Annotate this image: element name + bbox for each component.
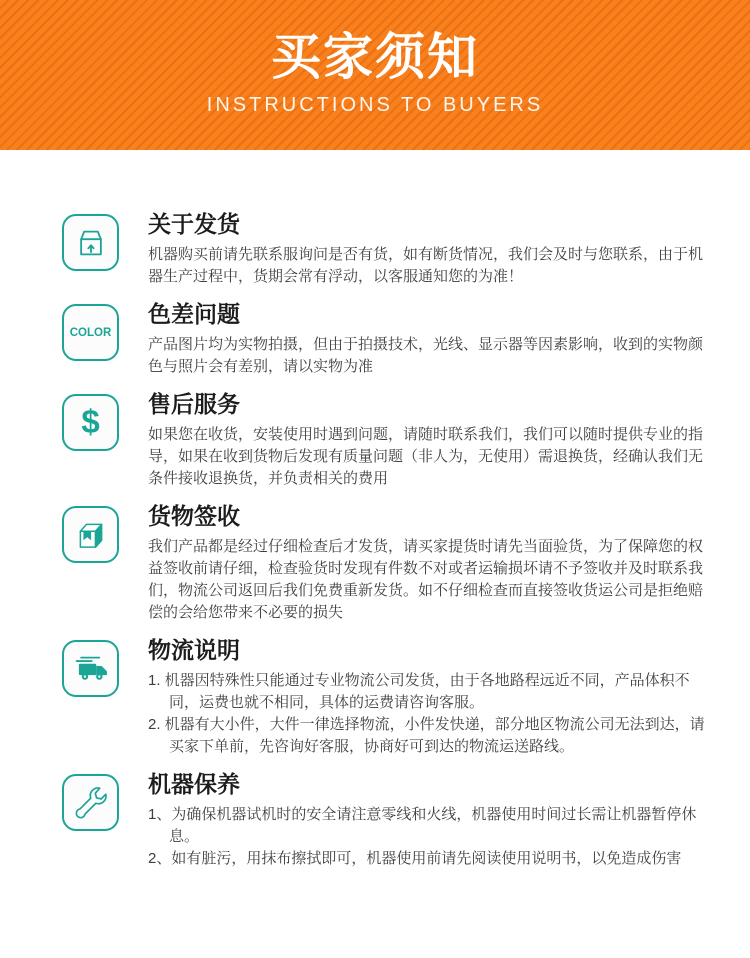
section-title: 物流说明 xyxy=(148,637,240,663)
dollar-icon xyxy=(62,394,119,451)
truck-icon xyxy=(62,640,119,697)
dollar-icon-label: $ xyxy=(81,402,100,440)
section-goods-receipt xyxy=(62,502,706,624)
section-logistics xyxy=(62,636,706,758)
color-icon-label: COLOR xyxy=(69,326,112,339)
section-title: 货物签收 xyxy=(148,503,240,529)
section-title: 色差问题 xyxy=(148,301,240,327)
cube-icon xyxy=(62,506,119,563)
header-banner xyxy=(0,0,750,150)
section-maintenance xyxy=(62,770,706,870)
section-body: 产品图片均为实物拍摄，但由于拍摄技术，光线、显示器等因素影响，收到的实物颜色与照片会有差别，请以实物为准 xyxy=(148,336,704,375)
section-shipping xyxy=(62,210,706,288)
section-title: 机器保养 xyxy=(148,771,240,797)
section-body: 我们产品都是经过仔细检查后才发货，请买家提货时请先当面验货，为了保障您的权益签收前请仔细，检查验货时发现有件数不对或者运输损坏请不予签收并及时联系我们，物流公司返回后我们免费重新发货。如不仔细检查而直接签收货运公司是拒绝赔偿的会给您带来不必要的损失 xyxy=(148,538,704,621)
list-item: 1、为确保机器试机时的安全请注意零线和火线，机器使用时间过长需让机器暂停休息。 xyxy=(148,806,697,845)
section-color-difference xyxy=(62,300,706,378)
section-body: 机器购买前请先联系服询问是否有货，如有断货情况，我们会及时与您联系，由于机器生产过程中，货期会常有浮动，以客服通知您的为准！ xyxy=(148,246,704,285)
section-after-sales xyxy=(62,390,706,490)
list-item: 1. 机器因特殊性只能通过专业物流公司发货，由于各地路程远近不同，产品体积不同，运费也就不相同，具体的运费请咨询客服。 xyxy=(148,672,690,711)
color-swatch-icon xyxy=(62,304,119,361)
section-title: 售后服务 xyxy=(148,391,240,417)
section-body: 如果您在收货，安装使用时遇到问题，请随时联系我们，我们可以随时提供专业的指导，如果在收到货物后发现有质量问题（非人为，无使用）需退换货，经确认我们无条件接收退换货，并负责相关的费用 xyxy=(148,426,704,487)
list-item: 2、如有脏污，用抹布擦拭即可，机器使用前请先阅读使用说明书，以免造成伤害 xyxy=(148,850,682,867)
package-icon xyxy=(62,214,119,271)
page-title: 买家须知 xyxy=(271,29,479,85)
wrench-icon xyxy=(62,774,119,831)
list-item: 2. 机器有大小件，大件一律选择物流，小件发快递，部分地区物流公司无法到达，请买家下单前，先咨询好客服，协商好可到达的物流运送路线。 xyxy=(148,716,705,755)
page-subtitle: INSTRUCTIONS TO BUYERS xyxy=(206,94,544,116)
section-title: 关于发货 xyxy=(148,211,240,237)
sections-list xyxy=(0,150,750,870)
